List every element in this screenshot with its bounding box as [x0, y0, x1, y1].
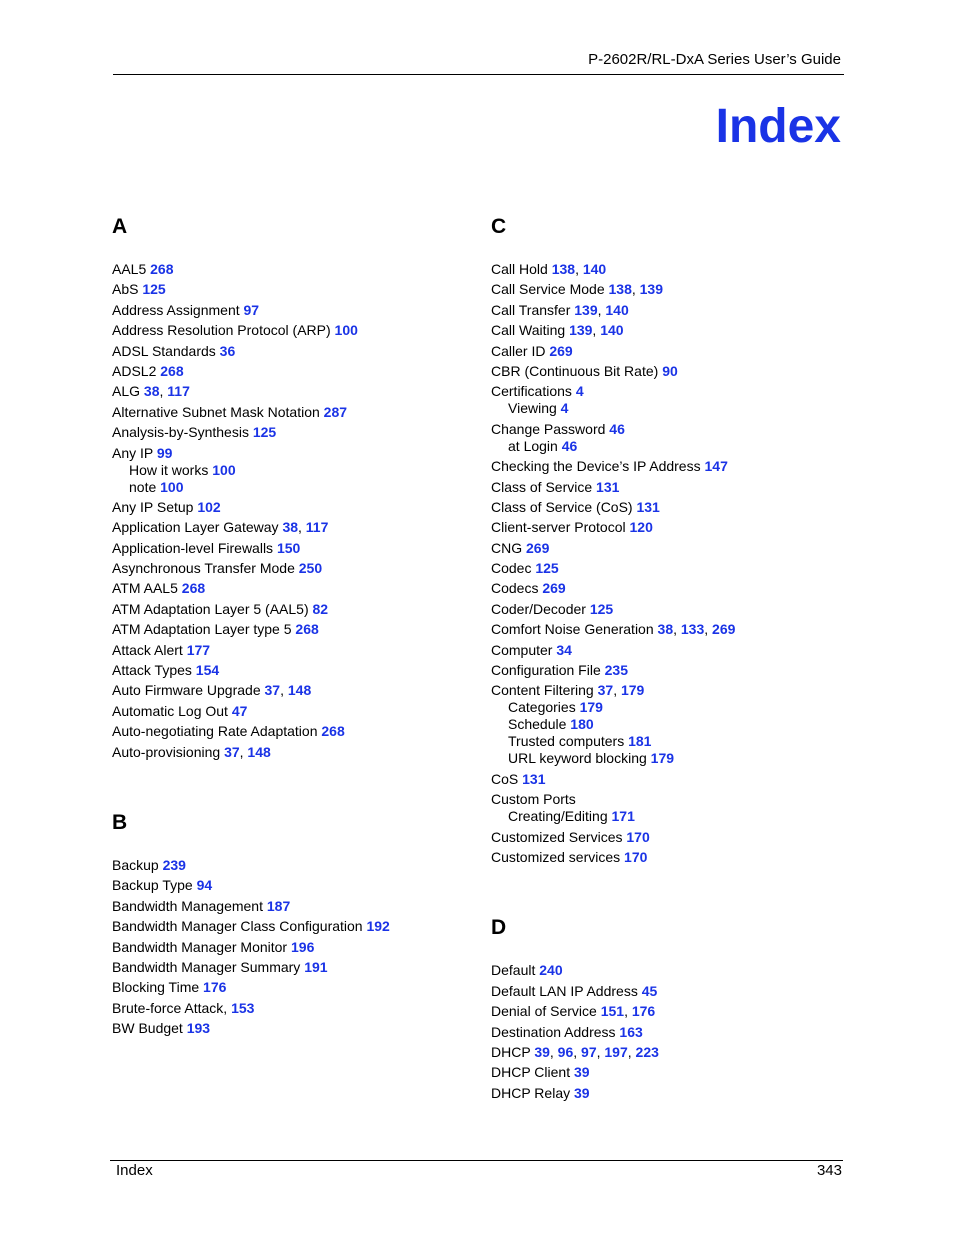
page-link[interactable]: 45 [641, 982, 658, 999]
page-separator: , [298, 519, 306, 536]
page-link[interactable]: 4 [575, 383, 584, 400]
index-section [491, 915, 851, 1101]
page-link[interactable]: 37 [264, 682, 281, 699]
index-term: Attack Types [112, 662, 192, 679]
index-term: Default LAN IP Address [491, 982, 638, 999]
page-link[interactable]: 138 [608, 281, 632, 298]
index-term: Bandwidth Manager Monitor [112, 938, 288, 955]
index-entry [112, 1000, 472, 1017]
index-entry [112, 560, 472, 577]
page-link[interactable]: 269 [542, 580, 566, 597]
index-term: at Login [508, 437, 558, 454]
index-entry [491, 1024, 851, 1041]
index-entry [112, 322, 472, 339]
index-entry [491, 1003, 851, 1020]
index-subentry [112, 462, 472, 479]
index-subentry [112, 479, 472, 496]
index-entry [491, 560, 851, 577]
index-entry [112, 601, 472, 618]
index-entry [491, 601, 851, 618]
page-link[interactable]: 139 [574, 301, 598, 318]
index-term: Custom Ports [491, 791, 576, 808]
page-link[interactable]: 147 [704, 458, 728, 475]
index-entry [112, 857, 472, 874]
section-letter: D [491, 916, 507, 940]
index-entry [112, 979, 472, 996]
page-link[interactable]: 102 [197, 498, 221, 515]
index-entry [491, 343, 851, 360]
index-entry [112, 540, 472, 557]
index-entry [491, 302, 851, 319]
index-term: Customized services [491, 848, 621, 865]
page-link[interactable]: 131 [596, 478, 620, 495]
page-link[interactable]: 133 [680, 621, 705, 638]
header-guide-title: P-2602R/RL-DxA Series User’s Guide [588, 51, 841, 68]
page-separator: , [673, 621, 681, 638]
index-entry [112, 519, 472, 536]
index-entry [491, 791, 851, 808]
index-entry [491, 829, 851, 846]
page-link[interactable]: 239 [162, 856, 186, 873]
page-link[interactable]: 90 [662, 362, 678, 379]
index-term: Class of Service [491, 478, 593, 495]
page-link[interactable]: 269 [712, 621, 736, 638]
page-link[interactable]: 192 [366, 918, 390, 935]
section-letter: B [112, 810, 128, 834]
index-term: Coder/Decoder [491, 600, 586, 617]
index-term: CBR (Continuous Bit Rate) [491, 362, 659, 379]
index-subentry [491, 750, 851, 767]
index-term: Application-level Firewalls [112, 539, 274, 556]
page-separator: , [631, 281, 640, 298]
page-link[interactable]: 151 [600, 1003, 625, 1020]
index-term: Attack Alert [112, 641, 183, 658]
page-link[interactable]: 179 [620, 682, 645, 699]
index-term: Bandwidth Management [112, 897, 263, 914]
page-link[interactable]: 117 [167, 383, 190, 400]
page-separator: , [592, 322, 601, 339]
index-entry [491, 962, 851, 979]
index-entry [112, 898, 472, 915]
index-term: ADSL2 [112, 362, 157, 379]
index-entry [112, 261, 472, 278]
page-link[interactable]: 131 [522, 770, 546, 787]
page-link[interactable]: 180 [570, 716, 594, 733]
page-link[interactable]: 240 [539, 962, 563, 979]
page-link[interactable]: 287 [323, 403, 348, 420]
index-entry [112, 281, 472, 298]
index-term: Auto-negotiating Rate Adaptation [112, 723, 318, 740]
index-term: Address Resolution Protocol (ARP) [112, 322, 331, 339]
page-link[interactable]: 120 [629, 519, 653, 536]
index-entry [112, 703, 472, 720]
index-term: note [129, 478, 157, 495]
index-term: Analysis-by-Synthesis [112, 424, 249, 441]
index-term: DHCP Client [491, 1064, 571, 1081]
page-link[interactable]: 223 [635, 1043, 659, 1060]
page-link[interactable]: 171 [611, 808, 635, 825]
page-link[interactable]: 97 [581, 1043, 597, 1060]
index-entry [112, 959, 472, 976]
index-entry [112, 445, 472, 462]
page-link[interactable]: 176 [203, 979, 227, 996]
page-link[interactable]: 125 [589, 600, 614, 617]
page-link[interactable]: 196 [291, 938, 315, 955]
page-link[interactable]: 47 [231, 702, 248, 719]
index-entry [491, 580, 851, 597]
index-entry [491, 479, 851, 496]
index-term: Trusted computers [508, 733, 625, 750]
index-term: Content Filtering [491, 682, 594, 699]
page-link[interactable]: 38 [657, 621, 674, 638]
index-term: DHCP [491, 1043, 531, 1060]
page-link[interactable]: 125 [142, 281, 166, 298]
index-column-left [112, 214, 472, 1041]
page-link[interactable]: 46 [561, 437, 578, 454]
page-link[interactable]: 4 [560, 400, 569, 417]
index-entry [491, 519, 851, 536]
index-entry [491, 540, 851, 557]
index-entry [491, 642, 851, 659]
index-term: Address Assignment [112, 301, 240, 318]
index-term: Call Service Mode [491, 281, 605, 298]
index-term: Client-server Protocol [491, 519, 626, 536]
header-rule [113, 74, 844, 75]
page-link[interactable]: 82 [312, 600, 329, 617]
page-separator: , [575, 261, 583, 277]
index-entry [112, 918, 472, 935]
index-entry [491, 322, 851, 339]
index-entry [112, 939, 472, 956]
index-term: Brute-force Attack, [112, 999, 228, 1016]
page-link[interactable]: 38 [282, 519, 299, 536]
index-entry [491, 499, 851, 516]
index-term: Codec [491, 560, 532, 577]
index-entry [112, 642, 472, 659]
index-term: Schedule [508, 716, 567, 733]
index-term: Change Password [491, 420, 606, 437]
page-link[interactable]: 117 [305, 519, 329, 536]
index-term: Bandwidth Manager Summary [112, 958, 301, 975]
page-link[interactable]: 269 [549, 342, 573, 359]
page-link[interactable]: 268 [160, 362, 184, 379]
page-separator: , [549, 1043, 558, 1060]
page-link[interactable]: 148 [247, 743, 271, 760]
page-link[interactable]: 34 [556, 641, 572, 658]
page-link[interactable]: 268 [150, 261, 174, 277]
index-term: AAL5 [112, 261, 147, 277]
index-term: Computer [491, 641, 553, 658]
page-separator: , [239, 743, 248, 760]
index-term: ATM Adaptation Layer 5 (AAL5) [112, 600, 309, 617]
page-link[interactable]: 154 [195, 662, 220, 679]
index-term: Application Layer Gateway [112, 519, 279, 536]
index-entry [112, 744, 472, 761]
page-separator: , [627, 1043, 636, 1060]
page-link[interactable]: 37 [224, 743, 240, 760]
index-term: Backup [112, 856, 159, 873]
index-entry [112, 580, 472, 597]
index-section [112, 810, 472, 1037]
index-term: Auto-provisioning [112, 743, 221, 760]
page-title: Index [715, 100, 841, 153]
index-subentry [491, 733, 851, 750]
index-entry [112, 723, 472, 740]
page-link[interactable]: 187 [266, 897, 291, 914]
page-link[interactable]: 193 [186, 1020, 211, 1037]
page-link[interactable]: 140 [605, 301, 629, 318]
page-separator: , [613, 682, 621, 699]
page-link[interactable]: 181 [628, 733, 652, 750]
index-term: Creating/Editing [508, 808, 608, 825]
index-term: Any IP Setup [112, 498, 194, 515]
page-link[interactable]: 94 [196, 877, 213, 894]
index-term: Asynchronous Transfer Mode [112, 560, 295, 577]
index-subentry [491, 808, 851, 825]
index-entry [112, 302, 472, 319]
index-term: Bandwidth Manager Class Configuration [112, 918, 363, 935]
page-link[interactable]: 99 [156, 444, 173, 461]
index-term: CNG [491, 539, 523, 556]
page-separator: , [597, 301, 606, 318]
index-entry [112, 662, 472, 679]
index-entry [112, 1020, 472, 1037]
page-link[interactable]: 139 [569, 322, 593, 339]
index-entry [491, 458, 851, 475]
index-term: Auto Firmware Upgrade [112, 682, 261, 699]
index-term: Call Transfer [491, 301, 571, 318]
index-term: Automatic Log Out [112, 702, 228, 719]
page-link[interactable]: 36 [219, 342, 236, 359]
index-entry [112, 877, 472, 894]
index-term: ADSL Standards [112, 342, 216, 359]
page-link[interactable]: 150 [276, 539, 301, 556]
page-link[interactable]: 39 [574, 1084, 590, 1101]
page-link[interactable]: 197 [604, 1043, 628, 1060]
page-link[interactable]: 170 [624, 848, 648, 865]
index-entry [491, 281, 851, 298]
page-link[interactable]: 170 [626, 828, 650, 845]
page-link[interactable]: 125 [535, 560, 559, 577]
page-link[interactable]: 163 [619, 1023, 643, 1040]
page-link[interactable]: 176 [631, 1003, 656, 1020]
page-link[interactable]: 268 [295, 621, 319, 638]
section-letter: A [112, 215, 128, 238]
index-term: Viewing [508, 400, 557, 417]
page-link[interactable]: 177 [186, 641, 211, 658]
page-link[interactable]: 140 [600, 322, 624, 339]
index-term: Denial of Service [491, 1003, 597, 1020]
page-link[interactable]: 100 [212, 461, 236, 478]
page-link[interactable]: 100 [334, 322, 358, 339]
index-subentry [491, 716, 851, 733]
index-section [491, 214, 851, 866]
index-entry [491, 682, 851, 699]
index-term: CoS [491, 770, 519, 787]
page-link[interactable]: 125 [252, 424, 277, 441]
index-term: Certifications [491, 383, 572, 400]
index-entry [491, 421, 851, 438]
index-entry [491, 383, 851, 400]
footer-page-number: 343 [816, 1162, 842, 1179]
footer-rule [110, 1160, 843, 1161]
index-term: Caller ID [491, 342, 546, 359]
index-term: Any IP [112, 444, 153, 461]
index-term: Alternative Subnet Mask Notation [112, 403, 320, 420]
page-link[interactable]: 179 [650, 750, 675, 767]
section-spacer [112, 764, 472, 810]
page-link[interactable]: 46 [609, 420, 625, 437]
page-link[interactable]: 269 [526, 539, 550, 556]
page-separator: , [573, 1043, 582, 1060]
page-separator: , [596, 1043, 605, 1060]
index-subentry [491, 699, 851, 716]
page-link[interactable]: 37 [597, 682, 614, 699]
page-link[interactable]: 250 [298, 560, 323, 577]
index-term: AbS [112, 281, 139, 298]
page-link[interactable]: 138 [551, 261, 576, 277]
page-separator: , [280, 682, 288, 699]
page-separator: , [704, 621, 713, 638]
page-link[interactable]: 139 [639, 281, 663, 298]
index-entry [112, 363, 472, 380]
index-term: Default [491, 962, 536, 979]
page-link[interactable]: 97 [243, 301, 260, 318]
page-link[interactable]: 268 [321, 723, 345, 740]
index-entry [112, 424, 472, 441]
index-subentry [491, 438, 851, 455]
index-term: Customized Services [491, 828, 623, 845]
index-term: Call Hold [491, 261, 548, 277]
index-term: ALG [112, 383, 141, 400]
page-link[interactable]: 39 [574, 1064, 590, 1081]
index-term: How it works [129, 461, 209, 478]
index-entry [491, 662, 851, 679]
index-entry [491, 261, 851, 278]
index-term: Blocking Time [112, 979, 200, 996]
index-column-right [491, 214, 851, 1105]
page-link[interactable]: 140 [582, 261, 607, 277]
page-link[interactable]: 191 [304, 958, 328, 975]
index-entry [491, 1085, 851, 1102]
page-link[interactable]: 38 [143, 383, 160, 400]
index-entry [491, 849, 851, 866]
index-entry [112, 499, 472, 516]
index-term: Comfort Noise Generation [491, 621, 654, 638]
index-entry [491, 983, 851, 1000]
index-term: Checking the Device’s IP Address [491, 458, 701, 475]
index-entry [491, 363, 851, 380]
index-subentry [491, 400, 851, 417]
index-entry [112, 404, 472, 421]
index-section [112, 214, 472, 761]
index-term: ATM Adaptation Layer type 5 [112, 621, 292, 638]
index-term: ATM AAL5 [112, 580, 178, 597]
index-term: DHCP Relay [491, 1084, 571, 1101]
index-term: Configuration File [491, 662, 601, 679]
section-spacer [491, 869, 851, 915]
index-entry [112, 383, 472, 400]
footer-section-name: Index [116, 1162, 153, 1179]
page-link[interactable]: 235 [604, 662, 628, 679]
index-entry [491, 1044, 851, 1061]
page-link[interactable]: 268 [181, 580, 206, 597]
index-term: Codecs [491, 580, 539, 597]
index-term: Categories [508, 699, 576, 716]
page-separator: , [624, 1003, 632, 1020]
index-entry [112, 343, 472, 360]
page-link[interactable]: 39 [534, 1043, 550, 1060]
section-letter: C [491, 215, 507, 238]
index-entry [491, 1064, 851, 1081]
page-link[interactable]: 100 [160, 478, 184, 495]
index-term: BW Budget [112, 1020, 183, 1037]
page-link[interactable]: 179 [579, 699, 603, 716]
index-term: Call Waiting [491, 322, 566, 339]
index-term: Class of Service (CoS) [491, 498, 633, 515]
index-term: Destination Address [491, 1023, 616, 1040]
index-entry [112, 682, 472, 699]
index-term: URL keyword blocking [508, 750, 647, 767]
index-entry [491, 621, 851, 638]
page-link[interactable]: 148 [287, 682, 312, 699]
page-link[interactable]: 96 [557, 1043, 574, 1060]
index-term: Backup Type [112, 877, 193, 894]
page-link[interactable]: 131 [636, 498, 660, 515]
page-link[interactable]: 153 [231, 999, 255, 1016]
index-entry [491, 771, 851, 788]
page-separator: , [159, 383, 168, 400]
index-entry [112, 621, 472, 638]
